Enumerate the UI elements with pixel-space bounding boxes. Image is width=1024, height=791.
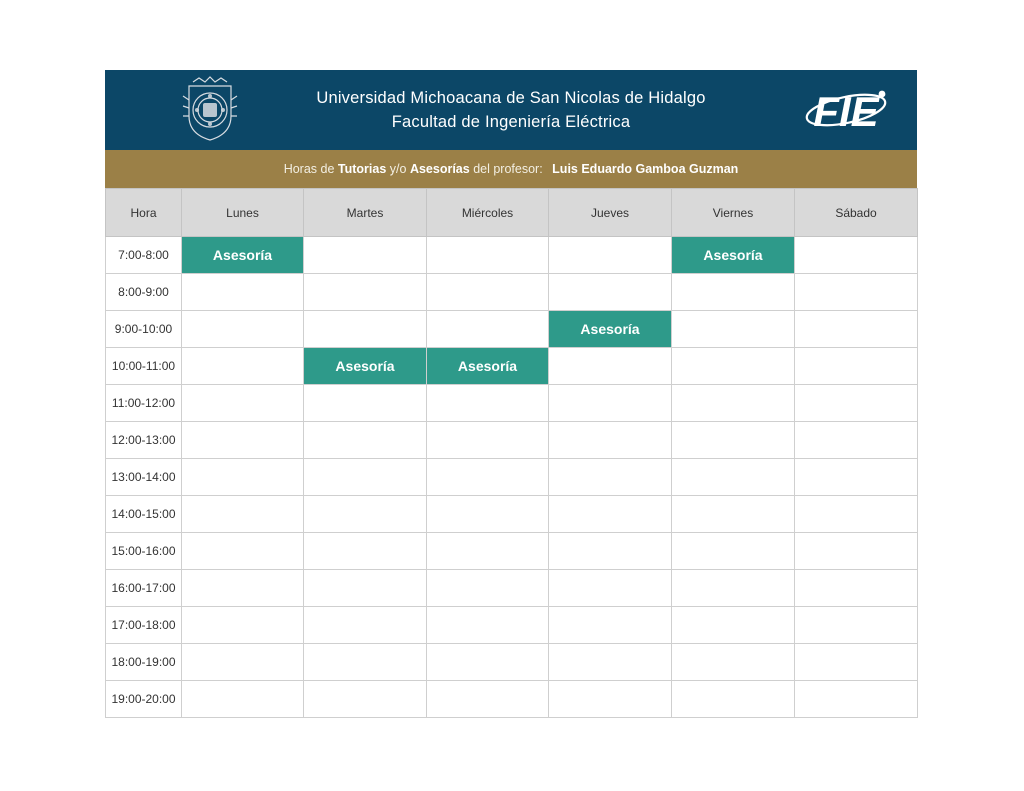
table-row — [106, 459, 918, 496]
asesoria-slot: Asesoría — [304, 348, 427, 385]
faculty-title: Facultad de Ingeniería Eléctrica — [391, 113, 631, 131]
empty-slot — [795, 237, 918, 274]
empty-slot — [672, 274, 795, 311]
empty-slot — [182, 496, 304, 533]
empty-slot — [182, 385, 304, 422]
schedule-header-row — [106, 189, 918, 237]
header-banner — [105, 70, 917, 150]
subheader-connector: y/o — [389, 162, 407, 176]
empty-slot — [549, 274, 672, 311]
table-row — [106, 496, 918, 533]
empty-slot — [795, 385, 918, 422]
column-header-day-2: Martes — [304, 189, 427, 237]
hour-cell: 11:00-12:00 — [106, 385, 182, 422]
empty-slot — [427, 422, 549, 459]
table-row — [106, 681, 918, 718]
empty-slot — [795, 348, 918, 385]
empty-slot — [304, 644, 427, 681]
professor-name: Luis Eduardo Gamboa Guzman — [552, 162, 739, 176]
empty-slot — [304, 385, 427, 422]
university-title: Universidad Michoacana de San Nicolas de Hidalgo — [316, 89, 706, 107]
hour-cell: 8:00-9:00 — [106, 274, 182, 311]
empty-slot — [672, 459, 795, 496]
subheader-tutorias: Tutorias — [337, 162, 387, 176]
table-row — [106, 533, 918, 570]
empty-slot — [795, 570, 918, 607]
asesoria-slot: Asesoría — [182, 237, 304, 274]
hour-cell: 7:00-8:00 — [106, 237, 182, 274]
hour-cell: 12:00-13:00 — [106, 422, 182, 459]
hour-cell: 15:00-16:00 — [106, 533, 182, 570]
table-row — [106, 607, 918, 644]
empty-slot — [795, 422, 918, 459]
schedule-body — [106, 237, 918, 718]
empty-slot — [549, 607, 672, 644]
empty-slot — [549, 385, 672, 422]
empty-slot — [549, 644, 672, 681]
table-row — [106, 385, 918, 422]
schedule-table — [105, 188, 918, 718]
empty-slot — [427, 311, 549, 348]
empty-slot — [672, 422, 795, 459]
empty-slot — [427, 237, 549, 274]
table-row — [106, 348, 918, 385]
empty-slot — [672, 644, 795, 681]
empty-slot — [672, 681, 795, 718]
empty-slot — [182, 533, 304, 570]
hour-cell: 10:00-11:00 — [106, 348, 182, 385]
hour-cell: 19:00-20:00 — [106, 681, 182, 718]
empty-slot — [182, 274, 304, 311]
table-row — [106, 274, 918, 311]
empty-slot — [672, 533, 795, 570]
empty-slot — [304, 681, 427, 718]
empty-slot — [304, 533, 427, 570]
column-header-day-6: Sábado — [795, 189, 918, 237]
empty-slot — [795, 607, 918, 644]
empty-slot — [182, 311, 304, 348]
empty-slot — [182, 644, 304, 681]
empty-slot — [549, 681, 672, 718]
header-titles — [105, 86, 917, 134]
empty-slot — [304, 607, 427, 644]
empty-slot — [427, 570, 549, 607]
subheader-asesorias: Asesorías — [409, 162, 470, 176]
empty-slot — [672, 496, 795, 533]
empty-slot — [182, 570, 304, 607]
schedule-sheet — [105, 70, 917, 718]
empty-slot — [427, 681, 549, 718]
empty-slot — [182, 681, 304, 718]
empty-slot — [427, 533, 549, 570]
hour-cell: 17:00-18:00 — [106, 607, 182, 644]
empty-slot — [427, 644, 549, 681]
empty-slot — [795, 459, 918, 496]
empty-slot — [182, 607, 304, 644]
table-row — [106, 237, 918, 274]
empty-slot — [427, 274, 549, 311]
empty-slot — [549, 570, 672, 607]
empty-slot — [549, 459, 672, 496]
fie-logo-text: FIE — [813, 88, 879, 135]
empty-slot — [795, 311, 918, 348]
empty-slot — [795, 681, 918, 718]
empty-slot — [182, 422, 304, 459]
hour-cell: 16:00-17:00 — [106, 570, 182, 607]
hour-cell: 18:00-19:00 — [106, 644, 182, 681]
empty-slot — [427, 496, 549, 533]
column-header-day-4: Jueves — [549, 189, 672, 237]
fie-logo-icon — [802, 80, 888, 136]
empty-slot — [549, 237, 672, 274]
empty-slot — [304, 274, 427, 311]
hour-cell: 9:00-10:00 — [106, 311, 182, 348]
table-row — [106, 644, 918, 681]
asesoria-slot: Asesoría — [427, 348, 549, 385]
empty-slot — [549, 496, 672, 533]
asesoria-slot: Asesoría — [549, 311, 672, 348]
empty-slot — [304, 496, 427, 533]
empty-slot — [304, 459, 427, 496]
empty-slot — [427, 459, 549, 496]
subheader-prefix: Horas de — [283, 162, 335, 176]
empty-slot — [182, 348, 304, 385]
empty-slot — [672, 311, 795, 348]
column-header-day-3: Miércoles — [427, 189, 549, 237]
subheader-suffix: del profesor: — [473, 162, 543, 176]
empty-slot — [672, 607, 795, 644]
column-header-day-1: Lunes — [182, 189, 304, 237]
column-header-hora: Hora — [106, 189, 182, 237]
empty-slot — [549, 422, 672, 459]
empty-slot — [427, 607, 549, 644]
asesoria-slot: Asesoría — [672, 237, 795, 274]
table-row — [106, 422, 918, 459]
empty-slot — [304, 422, 427, 459]
column-header-day-5: Viernes — [672, 189, 795, 237]
empty-slot — [549, 533, 672, 570]
professor-bar — [105, 150, 917, 188]
empty-slot — [795, 644, 918, 681]
empty-slot — [304, 311, 427, 348]
empty-slot — [795, 496, 918, 533]
hour-cell: 14:00-15:00 — [106, 496, 182, 533]
table-row — [106, 311, 918, 348]
empty-slot — [795, 274, 918, 311]
empty-slot — [672, 385, 795, 422]
empty-slot — [549, 348, 672, 385]
empty-slot — [182, 459, 304, 496]
table-row — [106, 570, 918, 607]
empty-slot — [427, 385, 549, 422]
empty-slot — [304, 570, 427, 607]
empty-slot — [672, 348, 795, 385]
empty-slot — [304, 237, 427, 274]
empty-slot — [795, 533, 918, 570]
hour-cell: 13:00-14:00 — [106, 459, 182, 496]
empty-slot — [672, 570, 795, 607]
